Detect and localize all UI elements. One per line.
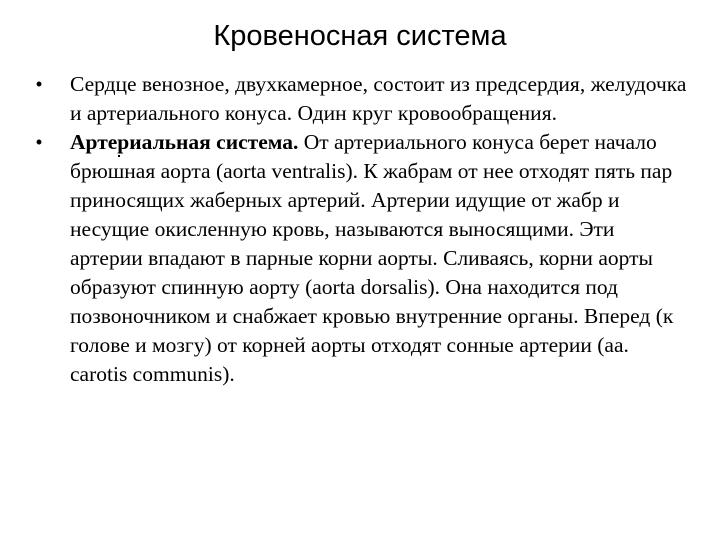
bullet-icon: •: [35, 132, 43, 152]
bullet-item-arterial-system: [30, 128, 690, 389]
bullet-lead-bold: Артериальная система.: [70, 130, 299, 154]
bullet-text: Сердце венозное, двухкамерное, состоит из предсердия, желудочка и артериального конуса. Один круг кровообращения.: [70, 72, 687, 125]
slide-title: Кровеносная система: [213, 20, 507, 52]
stray-dot-mark: [118, 155, 120, 157]
bullet-item-heart: [30, 70, 690, 128]
bullet-text: От артериального конуса берет начало брюшная аорта (aorta ventralis). К жабрам от нее отходят пять пар приносящих жаберных артерий. Артерии идущие от жабр и несущие окисленную кровь, называются выносящими. Эти артерии впадают в парные корни аорты. Сливаясь, корни аорты образуют спинную аорту (aorta dorsalis). Она находится под позвоночником и снабжает кровью внутренние органы. Вперед (к голове и мозгу) от корней аорты отходят сонные артерии (aa. carotis communis).: [70, 130, 674, 386]
bullet-list: [30, 70, 690, 389]
bullet-icon: •: [35, 74, 43, 94]
